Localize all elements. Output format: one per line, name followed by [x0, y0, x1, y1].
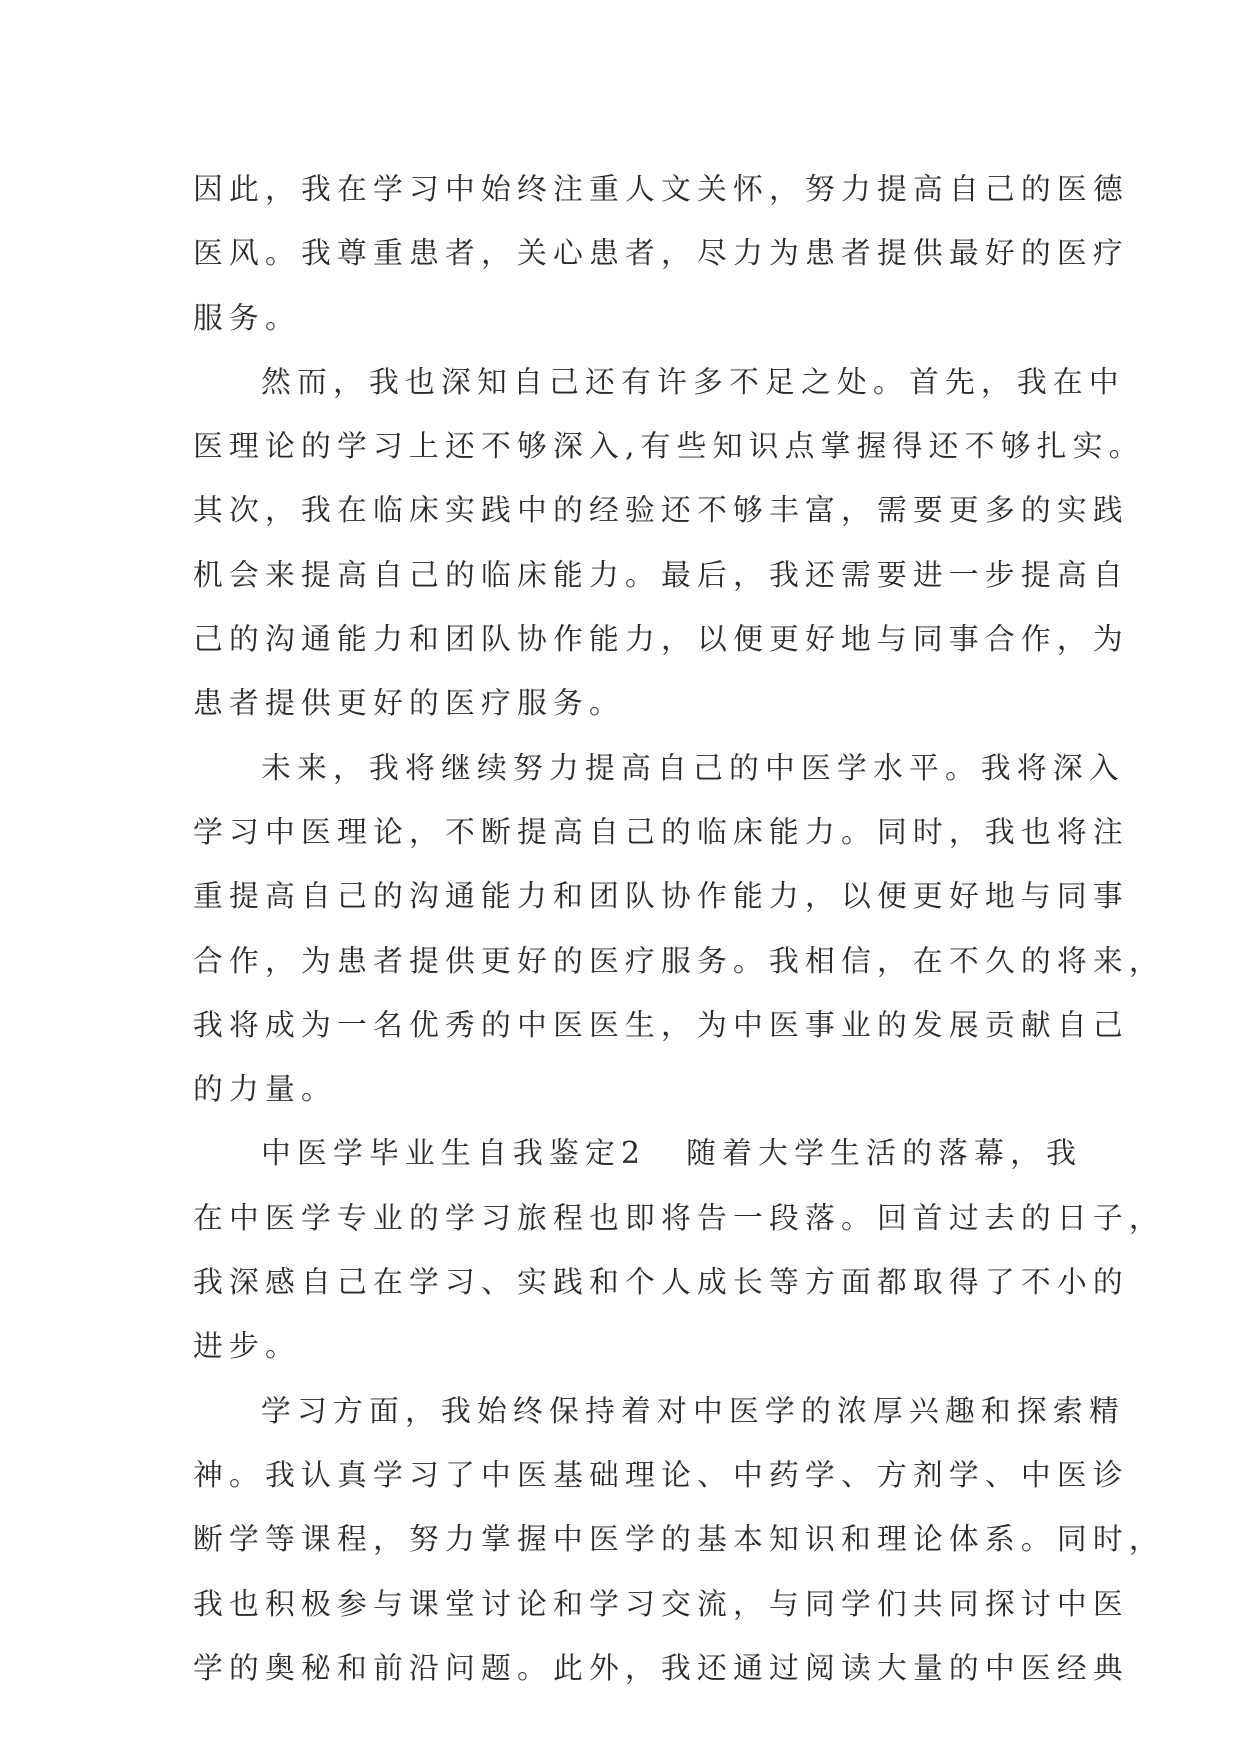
- text-line: 医风。我尊重患者，关心患者，尽力为患者提供最好的医疗: [193, 236, 1129, 272]
- text-line: 因此，我在学习中始终注重人文关怀，努力提高自己的医德: [193, 172, 1129, 207]
- text-line: 在中医学专业的学习旅程也即将告一段落。回首过去的日子，: [193, 1200, 1165, 1236]
- text-line: 机会来提高自己的临床能力。最后，我还需要进一步提高自: [193, 557, 1129, 593]
- document-body: [193, 158, 1165, 1701]
- text-line: 合作，为患者提供更好的医疗服务。我相信，在不久的将来，: [193, 943, 1165, 979]
- text-line: 我深感自己在学习、实践和个人成长等方面都取得了不小的: [193, 1265, 1129, 1301]
- section-heading: 中医学毕业生自我鉴定2: [261, 1136, 647, 1172]
- text-line: 医理论的学习上还不够深入,有些知识点掌握得还不够扎实。: [193, 429, 1145, 465]
- text-line: 学的奥秘和前沿问题。此外，我还通过阅读大量的中医经典: [193, 1650, 1129, 1686]
- text-line: 神。我认真学习了中医基础理论、中药学、方剂学、中医诊: [193, 1457, 1129, 1493]
- text-line: 进步。: [193, 1329, 301, 1365]
- text-line: 我也积极参与课堂讨论和学习交流，与同学们共同探讨中医: [193, 1586, 1129, 1622]
- text-line: 学习中医理论，不断提高自己的临床能力。同时，我也将注: [193, 814, 1129, 850]
- text-line: 服务。: [193, 300, 301, 336]
- paragraph-start-line: 学习方面，我始终保持着对中医学的浓厚兴趣和探索精: [261, 1393, 1125, 1429]
- text-line: 重提高自己的沟通能力和团队协作能力，以便更好地与同事: [193, 879, 1129, 915]
- text-line: 己的沟通能力和团队协作能力，以便更好地与同事合作，为: [193, 622, 1129, 658]
- text-line: 我将成为一名优秀的中医医生，为中医事业的发展贡献自己: [193, 1007, 1129, 1043]
- text-line: 其次，我在临床实践中的经验还不够丰富，需要更多的实践: [193, 493, 1129, 529]
- text-line: 的力量。: [193, 1072, 337, 1108]
- paragraph-start-line: 未来，我将继续努力提高自己的中医学水平。我将深入: [261, 750, 1125, 786]
- text-line: 断学等课程，努力掌握中医学的基本知识和理论体系。同时，: [193, 1522, 1165, 1558]
- section-heading-line: [193, 1122, 1083, 1186]
- paragraph-start-line: 然而，我也深知自己还有许多不足之处。首先，我在中: [261, 364, 1125, 400]
- heading-continuation-text: 随着大学生活的落幕，我: [686, 1136, 1083, 1172]
- text-line: 患者提供更好的医疗服务。: [193, 686, 625, 722]
